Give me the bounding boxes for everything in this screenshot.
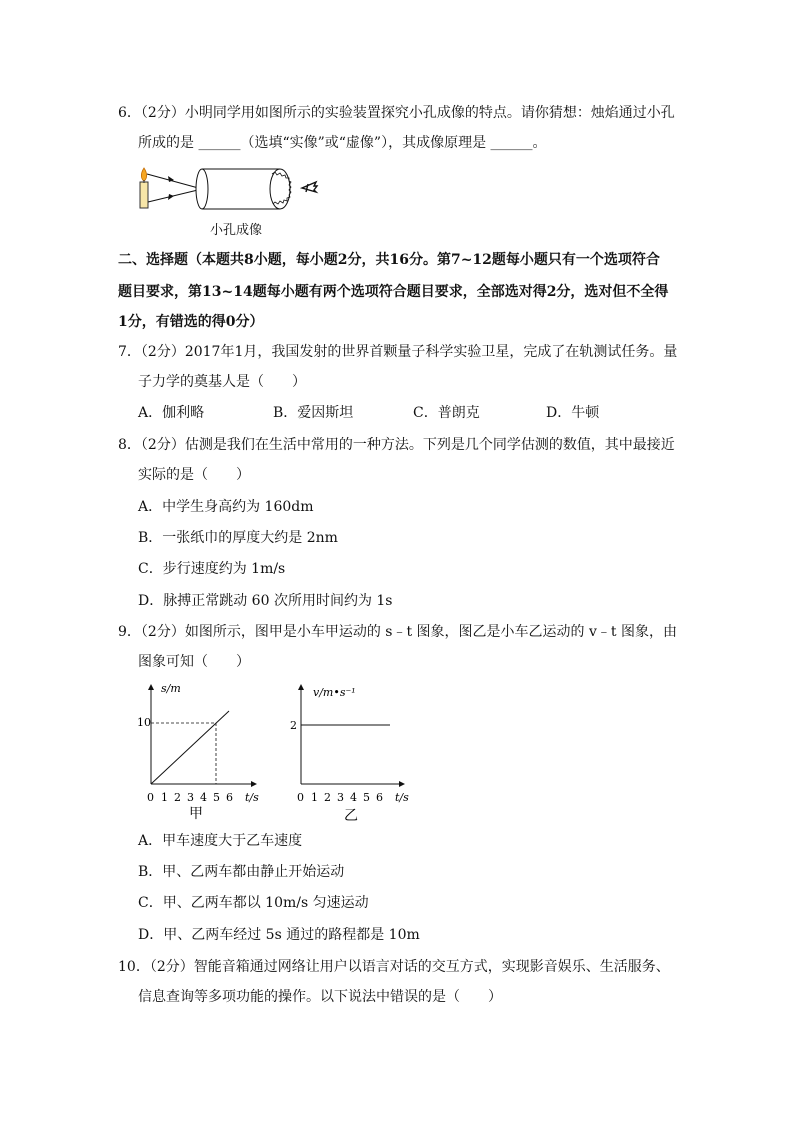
q7-line2: 子力学的奠基人是（ ） [138, 374, 306, 390]
section2-line1: 二、选择题（本题共8小题，每小题2分，共16分。第7~12题每小题只有一个选项符合 [118, 252, 660, 268]
q8-option-a: A．中学生身高约为 160dm [138, 499, 314, 515]
tube-box [196, 169, 291, 209]
q9-option-d: D．甲、乙两车经过 5s 通过的路程都是 10m [138, 927, 420, 943]
graph-yi-xtick-5: 5 [363, 791, 370, 804]
graph-yi-xtick-1: 1 [311, 791, 318, 804]
graph-yi-xtick-6: 6 [376, 791, 383, 804]
graph-jia-xtick-1: 1 [161, 791, 168, 804]
graph-yi-caption: 乙 [344, 808, 358, 824]
graph-jia-xtick-0: 0 [147, 791, 154, 804]
q9-option-c: C．甲、乙两车都以 10m/s 匀速运动 [138, 895, 369, 911]
inverted-image-icon [302, 182, 317, 192]
graph-yi-xlabel: t/s [395, 791, 409, 804]
graph-yi-ytick: 2 [290, 719, 297, 732]
q6-line2: 所成的是 ______（选填“实像”或“虚像”），其成像原理是 ______。 [138, 135, 547, 151]
q7-option-d: D．牛顿 [546, 405, 600, 421]
graph-jia-ytick: 10 [137, 716, 151, 729]
graph-yi [285, 680, 425, 825]
q10-line1: 10．（2分）智能音箱通过网络让用户以语言对话的交互方式，实现影音娱乐、生活服务、 [118, 959, 670, 975]
graph-jia [135, 680, 270, 825]
q7-line1: 7．（2分）2017年1月，我国发射的世界首颗量子科学实验卫星，完成了在轨测试任务。量 [118, 344, 678, 360]
q9-option-b: B．甲、乙两车都由静止开始运动 [138, 864, 345, 880]
pinhole-figure [130, 162, 330, 242]
graph-yi-xtick-0: 0 [297, 791, 304, 804]
q8-line1: 8．（2分）估测是我们在生活中常用的一种方法。下列是几个同学估测的数值，其中最接近 [118, 437, 675, 453]
q9-option-a: A．甲车速度大于乙车速度 [138, 833, 303, 849]
q9-line1: 9．（2分）如图所示，图甲是小车甲运动的 s﹣t 图象，图乙是小车乙运动的 v﹣t 图象，由 [118, 624, 677, 640]
graph-jia-xtick-6: 6 [226, 791, 233, 804]
graph-jia-xtick-3: 3 [187, 791, 194, 804]
section2-line2: 题目要求，第13~14题每小题有两个选项符合题目要求，全部选对得2分，选对但不全得 [118, 284, 669, 300]
q6-line1: 6．（2分）小明同学用如图所示的实验装置探究小孔成像的特点。请你猜想：烛焰通过小孔 [118, 105, 675, 121]
graph-jia-xtick-2: 2 [174, 791, 181, 804]
q10-line2: 信息查询等多项功能的操作。以下说法中错误的是（ ） [138, 989, 502, 1005]
graph-jia-xlabel: t/s [245, 791, 259, 804]
graph-yi-ylabel: v/m•s⁻¹ [313, 686, 356, 699]
q7-option-b: B．爱因斯坦 [273, 405, 354, 421]
q9-line2: 图象可知（ ） [138, 654, 250, 670]
graph-jia-ylabel: s/m [161, 682, 181, 695]
graph-yi-xtick-3: 3 [337, 791, 344, 804]
q8-option-b: B．一张纸巾的厚度大约是 2nm [138, 530, 338, 546]
graph-yi-xtick-2: 2 [324, 791, 331, 804]
section2-line3: 1分，有错选的得0分） [118, 314, 264, 330]
graph-jia-xtick-4: 4 [200, 791, 207, 804]
q8-option-d: D．脉搏正常跳动 60 次所用时间约为 1s [138, 593, 393, 609]
graph-yi-xtick-4: 4 [350, 791, 357, 804]
graph-jia-caption: 甲 [189, 806, 203, 822]
pinhole-caption: 小孔成像 [210, 223, 263, 238]
graph-jia-line [151, 711, 229, 784]
q8-line2: 实际的是（ ） [138, 467, 250, 483]
q7-option-c: C．普朗克 [413, 405, 480, 421]
graph-jia-xtick-5: 5 [213, 791, 220, 804]
candle-icon [140, 168, 148, 208]
q8-option-c: C．步行速度约为 1m/s [138, 561, 286, 577]
q7-option-a: A．伽利略 [138, 405, 205, 421]
